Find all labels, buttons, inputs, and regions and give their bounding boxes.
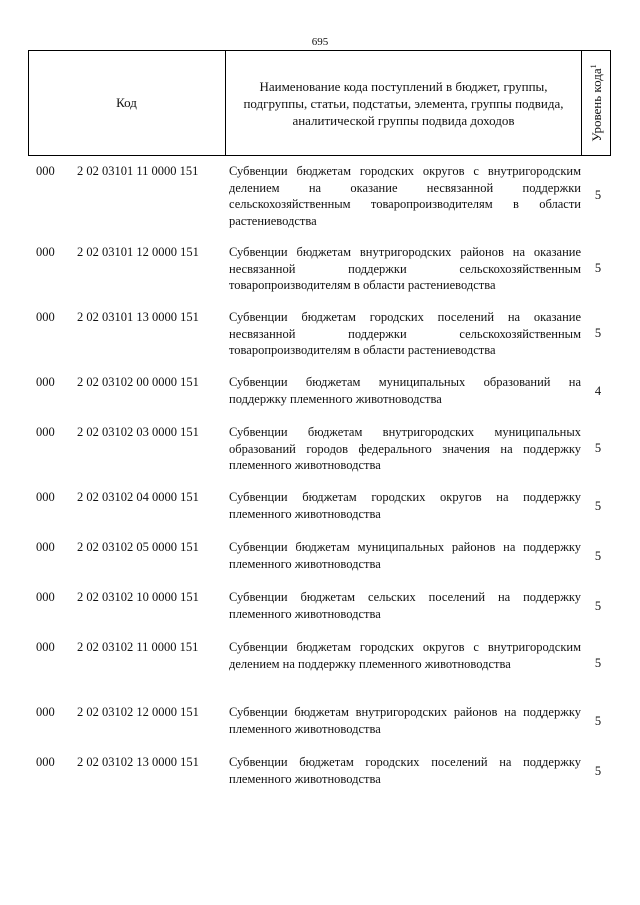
row-prefix: 000 [36, 245, 55, 259]
row-level: 4 [594, 384, 602, 398]
row-name: Субвенции бюджетам городских поселений на оказание несвязанной поддержки сельскохозяйственным товаропроизводителям в области растениеводства [229, 310, 581, 357]
row-level: 5 [594, 188, 602, 202]
row-name: Субвенции бюджетам муниципальных районов на поддержку племенного животноводства [229, 540, 581, 571]
row-code: 2 02 03102 11 0000 151 [77, 640, 199, 654]
row-level: 5 [594, 549, 602, 563]
row-code: 2 02 03102 13 0000 151 [77, 755, 199, 769]
row-code: 2 02 03102 04 0000 151 [77, 490, 199, 504]
row-code: 2 02 03102 12 0000 151 [77, 705, 199, 719]
header-code: Код [116, 95, 137, 110]
row-code: 2 02 03101 12 0000 151 [77, 245, 199, 259]
row-name: Субвенции бюджетам городских округов на поддержку племенного животноводства [229, 490, 581, 521]
row-prefix: 000 [36, 640, 55, 654]
row-level: 5 [594, 261, 602, 275]
row-prefix: 000 [36, 705, 55, 719]
row-prefix: 000 [36, 755, 55, 769]
row-level: 5 [594, 499, 602, 513]
row-code: 2 02 03102 10 0000 151 [77, 590, 199, 604]
row-name: Субвенции бюджетам сельских поселений на поддержку племенного животноводства [229, 590, 581, 621]
row-level: 5 [594, 764, 602, 778]
row-name: Субвенции бюджетам внутригородских районов на оказание несвязанной поддержки сельскохозяйственным товаропроизводителям в области растениеводства [229, 245, 581, 292]
row-code: 2 02 03102 00 0000 151 [77, 375, 199, 389]
row-prefix: 000 [36, 375, 55, 389]
row-prefix: 000 [36, 540, 55, 554]
page-number: 695 [311, 36, 329, 48]
header-level [582, 51, 611, 155]
row-code: 2 02 03101 11 0000 151 [77, 164, 199, 178]
row-level: 5 [594, 599, 602, 613]
header-name: Наименование кода поступлений в бюджет, группы, подгруппы, статьи, подстатьи, элемента, группы подвида, аналитической группы подвида доходов [243, 78, 564, 128]
row-prefix: 000 [36, 425, 55, 439]
row-level: 5 [594, 714, 602, 728]
row-prefix: 000 [36, 310, 55, 324]
row-code: 2 02 03101 13 0000 151 [77, 310, 199, 324]
row-code: 2 02 03102 05 0000 151 [77, 540, 199, 554]
row-prefix: 000 [36, 590, 55, 604]
table-header [28, 50, 611, 156]
row-prefix: 000 [36, 164, 55, 178]
row-name: Субвенции бюджетам муниципальных образований на поддержку племенного животноводства [229, 375, 581, 406]
row-name: Субвенции бюджетам внутригородских районов на поддержку племенного животноводства [229, 705, 581, 736]
header-level-label: Уровень кода [588, 68, 604, 142]
header-level-footnote: 1 [588, 64, 598, 69]
row-name: Субвенции бюджетам городских округов с внутригородским делением на поддержку племенного животноводства [229, 640, 581, 671]
row-level: 5 [594, 441, 602, 455]
row-prefix: 000 [36, 490, 55, 504]
row-level: 5 [594, 326, 602, 340]
row-name: Субвенции бюджетам внутригородских муниципальных образований городов федерального значения на поддержку племенного животноводства [229, 425, 581, 472]
row-name: Субвенции бюджетам городских поселений на поддержку племенного животноводства [229, 755, 581, 786]
row-name: Субвенции бюджетам городских округов с внутригородским делением на оказание несвязанной поддержки сельскохозяйственным товаропроизводителям в области растениеводства [229, 164, 581, 228]
row-level: 5 [594, 656, 602, 670]
row-code: 2 02 03102 03 0000 151 [77, 425, 199, 439]
